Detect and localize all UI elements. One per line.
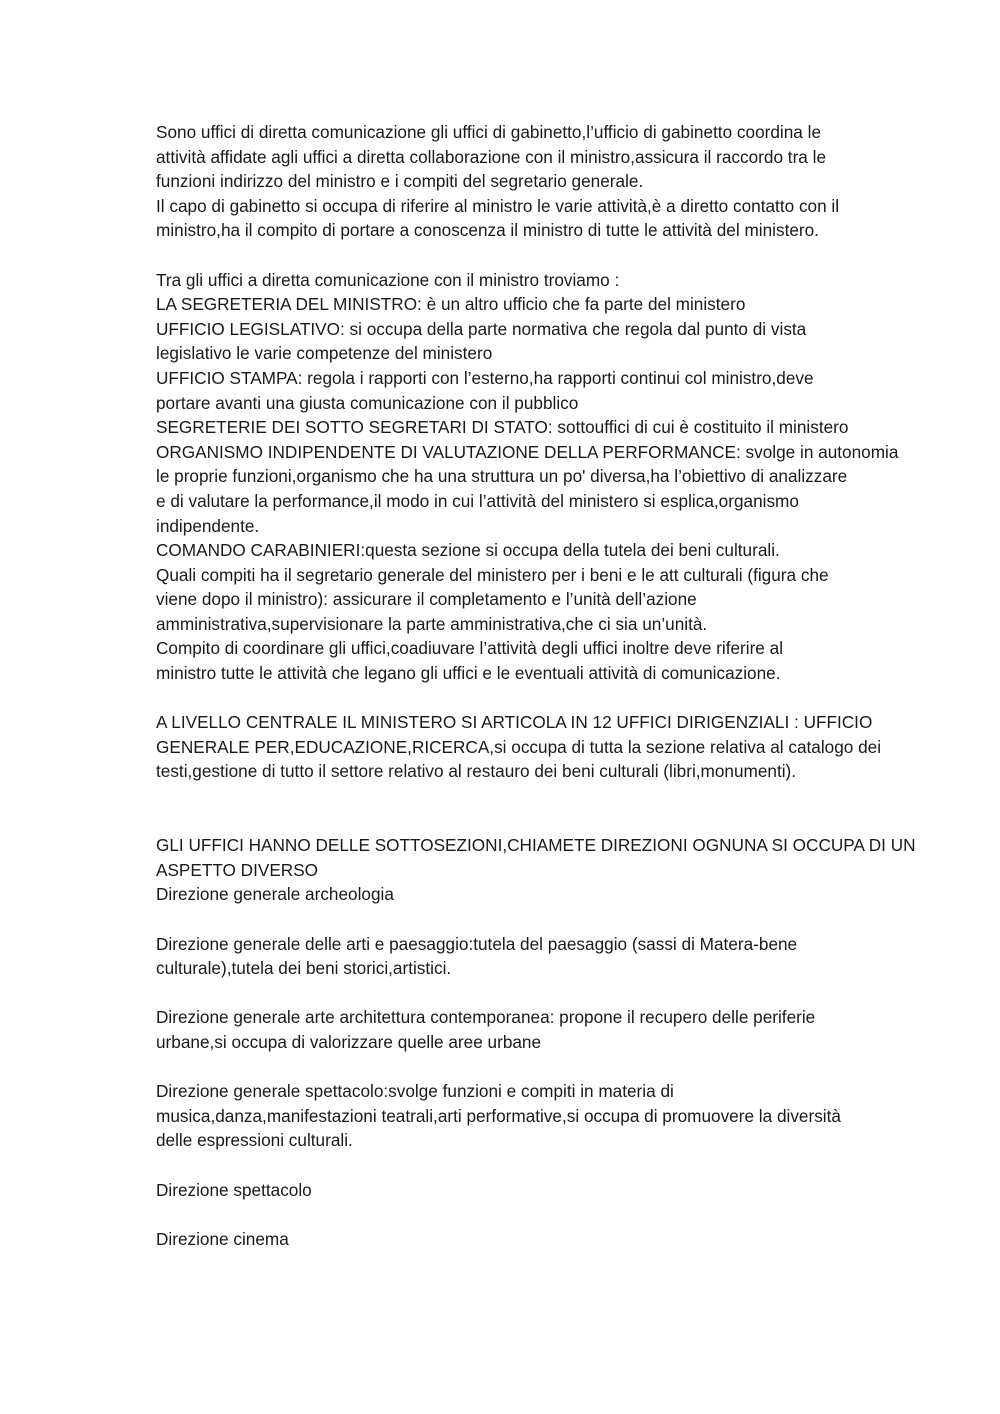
text-line: indipendente. xyxy=(156,515,260,536)
text-line: viene dopo il ministro): assicurare il completamento e l’unità dell’azione xyxy=(156,589,697,610)
blank-line xyxy=(156,686,916,711)
blank-line xyxy=(156,1055,916,1080)
text-line: delle espressioni culturali. xyxy=(156,1130,353,1151)
text-line: urbane,si occupa di valorizzare quelle aree urbane xyxy=(156,1031,542,1052)
blank-line xyxy=(156,784,916,809)
text-line: amministrativa,supervisionare la parte amministrativa,che ci sia un’unità. xyxy=(156,613,708,634)
text-line: Direzione generale spettacolo:svolge funzioni e compiti in materia di xyxy=(156,1081,674,1102)
text-line: COMANDO CARABINIERI:questa sezione si occupa della tutela dei beni culturali. xyxy=(156,540,780,561)
text-line: ministro tutte le attività che legano gli uffici e le eventuali attività di comunicazione. xyxy=(156,663,781,684)
text-line: Sono uffici di diretta comunicazione gli uffici di gabinetto,l’ufficio di gabinetto coordina le xyxy=(156,122,821,142)
text-line: Direzione generale delle arti e paesaggio:tutela del paesaggio (sassi di Matera-bene xyxy=(156,933,798,954)
text-line: A LIVELLO CENTRALE IL MINISTERO SI ARTICOLA IN 12 UFFICI DIRIGENZIALI : UFFICIO xyxy=(156,712,873,733)
document-body xyxy=(156,120,916,1251)
blank-line xyxy=(156,243,916,268)
text-line: SEGRETERIE DEI SOTTO SEGRETARI DI STATO: sottouffici di cui è costituito il ministero xyxy=(156,417,849,438)
text-line: GENERALE PER,EDUCAZIONE,RICERCA,si occupa di tutta la sezione relativa al catalogo dei xyxy=(156,736,882,757)
text-line: ASPETTO DIVERSO xyxy=(156,859,319,880)
text-line: musica,danza,manifestazioni teatrali,arti performative,si occupa di promuovere la diversità xyxy=(156,1105,841,1126)
text-line: Direzione generale arte architettura contemporanea: propone il recupero delle periferie xyxy=(156,1007,816,1028)
text-line: Compito di coordinare gli uffici,coadiuvare l’attività degli uffici inoltre deve riferire al xyxy=(156,638,784,659)
blank-line xyxy=(156,1202,916,1227)
blank-line xyxy=(156,907,916,932)
text-line: GLI UFFICI HANNO DELLE SOTTOSEZIONI,CHIAMETE DIREZIONI OGNUNA SI OCCUPA DI UN xyxy=(156,835,916,856)
text-line: le proprie funzioni,organismo che ha una struttura un po' diversa,ha l’obiettivo di analizzare xyxy=(156,466,848,487)
blank-line xyxy=(156,981,916,1006)
text-line: Quali compiti ha il segretario generale del ministero per i beni e le att culturali (figura che xyxy=(156,564,829,585)
text-line: testi,gestione di tutto il settore relativo al restauro dei beni culturali (libri,monumenti). xyxy=(156,761,797,782)
text-line: LA SEGRETERIA DEL MINISTRO: è un altro ufficio che fa parte del ministero xyxy=(156,294,746,315)
text-line: UFFICIO STAMPA: regola i rapporti con l’esterno,ha rapporti continui col ministro,deve xyxy=(156,367,814,388)
text-line: UFFICIO LEGISLATIVO: si occupa della parte normativa che regola dal punto di vista xyxy=(156,318,807,339)
text-line: Direzione cinema xyxy=(156,1228,289,1249)
text-line: Direzione spettacolo xyxy=(156,1179,312,1200)
text-line: portare avanti una giusta comunicazione con il pubblico xyxy=(156,392,579,413)
text-line: ORGANISMO INDIPENDENTE DI VALUTAZIONE DELLA PERFORMANCE: svolge in autonomia xyxy=(156,441,899,462)
text-line: funzioni indirizzo del ministro e i compiti del segretario generale. xyxy=(156,171,644,192)
text-line: Direzione generale archeologia xyxy=(156,884,394,905)
text-line: legislativo le varie competenze del ministero xyxy=(156,343,493,364)
text-line: attività affidate agli uffici a diretta collaborazione con il ministro,assicura il raccordo tra le xyxy=(156,146,827,167)
text-line: e di valutare la performance,il modo in cui l’attività del ministero si esplica,organismo xyxy=(156,490,799,511)
text-line: ministro,ha il compito di portare a conoscenza il ministro di tutte le attività del ministero. xyxy=(156,220,819,241)
text-line: Il capo di gabinetto si occupa di riferire al ministro le varie attività,è a diretto contatto con il xyxy=(156,195,840,216)
blank-line xyxy=(156,809,916,834)
text-line: culturale),tutela dei beni storici,artistici. xyxy=(156,958,452,979)
text-line: Tra gli uffici a diretta comunicazione con il ministro troviamo : xyxy=(156,269,620,290)
blank-line xyxy=(156,1153,916,1178)
